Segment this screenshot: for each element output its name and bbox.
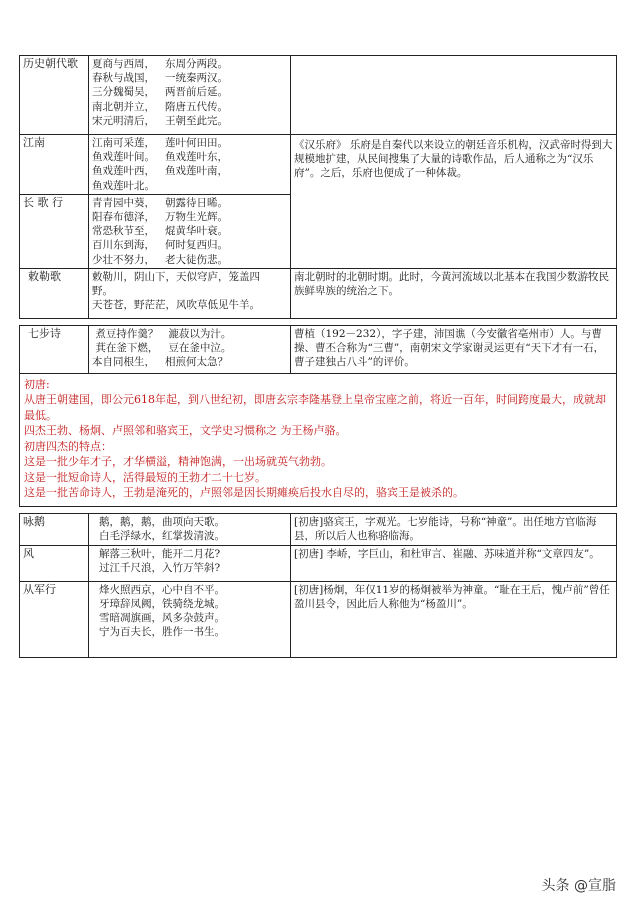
spacer [20,318,617,325]
title-congjun: 从军行 [20,581,89,657]
poem-line: 鱼戏莲叶北。 [92,179,155,192]
poetry-table [19,55,617,658]
poem-changge [89,194,291,268]
note-yuefu [291,135,617,269]
poem-line: 过江千尺浪，入竹万竿斜? [99,562,221,575]
title-feng: 风 [20,545,89,581]
poem-line: 少壮不努力， 老大徒伤悲。 [92,253,229,266]
poem-line: 天苍苍，野茫茫，风吹草低见牛羊。 [92,299,260,312]
poem-line: 江南可采莲， 莲叶何田田。 [92,137,229,149]
poem-line: 鱼戏莲叶间。 鱼戏莲叶东， [92,151,229,164]
poem-chile [89,268,291,318]
poem-line: 白毛浮绿水，红掌拨清波。 [99,530,225,543]
title-chile-text: 敕勒歌 [28,269,61,283]
early-tang-p3: 初唐四杰的特点： [24,439,112,453]
poem-line: 烽火照西京，心中自不平。 [99,583,225,596]
poem-line: 夏商与西周， 东周分两段。 [92,58,229,70]
note-chile: 南北朝时的北朝时期。此时，今黄河流域以北基本在我国少数游牧民族鲜卑族的统治之下。 [291,268,617,318]
poem-line: 阳春布德泽， 万物生光辉。 [92,211,229,224]
poem-line: 宋元明清后， 王朝至此完。 [92,114,229,127]
poem-line: 常恐秋节至， 焜黄华叶衰。 [92,225,229,238]
poem-line: 鱼戏莲叶西， 鱼戏莲叶南， [92,165,229,178]
poem-line: 煮豆持作羹？ 漉菽以为汁。 [92,327,232,340]
row-jiangnan [20,135,617,195]
poetry-sheet [19,55,617,658]
poem-line: 鹅，鹅，鹅，曲项向天歌。 [99,515,225,528]
early-tang-p1: 从唐王朝建国，即公元618年起，到八世纪初，即唐玄宗李隆基登上皇帝宝座之前，将近一百年，时间跨度最大，成就却最低。 [24,393,606,422]
row-history [20,56,617,135]
note-congjun: [初唐]杨炯，年仅11岁的杨炯被举为神童。“耻在王后，愧卢前”曾任盈川县令，因此后人称他为“杨盈川”。 [291,581,617,657]
watermark: 头条 @宣脂 [541,878,616,894]
early-tang-block [20,373,617,506]
early-tang-p4: 这是一批少年才子，才华横溢，精神饱满，一出场就英气勃勃。 [24,455,332,469]
note-yonge: [初唐]骆宾王，字观光。七岁能诗，号称“神童”。出任地方官临海县，所以后人也称骆临海。 [291,513,617,545]
early-tang-p2: 四杰王勃、杨炯、卢照邻和骆宾王，文学史习惯称之 为王杨卢骆。 [24,424,347,438]
poem-history [89,56,291,135]
poem-line: 春秋与战国， 一统秦两汉。 [92,72,229,85]
title-qibu-text: 七步诗 [28,326,61,340]
title-qibu [20,325,89,373]
poem-congjun [89,581,291,657]
poem-line: 宁为百夫长，胜作一书生。 [99,626,225,639]
poem-line: 青青园中葵， 朝露待日晞。 [92,196,229,209]
row-feng [20,545,617,581]
note-feng: [初唐] 李峤，字巨山，和杜审言、崔融、苏味道并称“文章四友”。 [291,545,617,581]
poem-yonge [89,513,291,545]
poem-line: 敕勒川，阴山下，天似穹庐，笼盖四 [92,270,260,283]
early-tang-p5: 这是一批短命诗人，活得最短的王勃才二十七岁。 [24,470,266,484]
spacer-row [20,506,617,513]
poem-line: 牙璋辞凤阙，铁骑绕龙城。 [99,598,225,611]
poem-line: 萁在釜下燃， 豆在釜中泣。 [92,342,232,355]
poem-line: 雪暗凋旗画，风多杂鼓声。 [99,612,225,625]
row-chile [20,268,617,318]
spacer-row [20,318,617,325]
note-qibu: 曹植（192－232），字子建，沛国谯（今安徽省亳州市）人。与曹操、曹丕合称为“三曹”，南朝宋文学家谢灵运更有“天下才有一石，曹子建独占八斗”的评价。 [291,325,617,373]
poem-feng [89,545,291,581]
title-jiangnan: 江南 [20,135,89,195]
poem-jiangnan [89,135,291,195]
note-history-empty [291,56,617,135]
title-yonge: 咏鹅 [20,513,89,545]
early-tang-p6: 这是一批苦命诗人，王勃是淹死的，卢照邻是因长期瘫痪后投水自尽的，骆宾王是被杀的。 [24,486,464,500]
poem-line: 百川东到海， 何时复西归。 [92,239,229,252]
poem-line: 本自同根生， 相煎何太急？ [92,356,229,369]
poem-line: 三分魏蜀吴， 两晋前后延。 [92,86,229,99]
early-tang-heading: 初唐: [24,377,50,391]
yuefu-text: 《汉乐府》 乐府是自秦代以来设立的朝廷音乐机构，汉武帝时得到大规模地扩建，从民间搜集了大量的诗歌作品，后人通称之为“汉乐府”。之后，乐府也便成了一种体裁。 [294,139,613,180]
poem-line: 野。 [92,285,113,298]
title-changge: 长 歌 行 [20,194,89,268]
row-congjun [20,581,617,657]
poem-line: 解落三秋叶，能开二月花? [99,547,221,560]
title-history: 历史朝代歌 [20,56,89,135]
row-early-tang [20,373,617,506]
poem-qibu [89,325,291,373]
spacer [20,506,617,513]
title-chile [20,268,89,318]
row-yonge [20,513,617,545]
row-qibu [20,325,617,373]
poem-line: 南北朝并立， 隋唐五代传。 [92,100,229,113]
